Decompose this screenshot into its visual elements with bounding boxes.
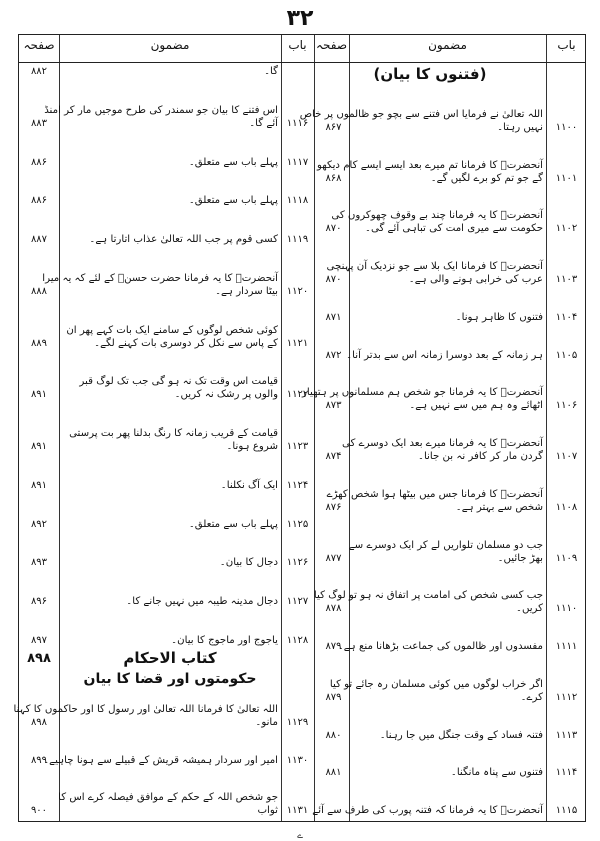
- entry-bab-number: ۱۱۳۱: [286, 805, 309, 816]
- entry-line: [19, 194, 314, 207]
- footer-mark: ے: [297, 830, 303, 841]
- entry-line: [314, 640, 587, 653]
- entry-line: [19, 233, 314, 246]
- entry-text: والوں پر رشک نہ کریں۔: [174, 389, 278, 401]
- entry-bab-number: ۱۱۱۶: [286, 117, 309, 129]
- entry-page-number: ۸۸۱: [325, 767, 342, 779]
- entry-page-number: ۸۸۷: [30, 234, 48, 246]
- entry-page-number: ۸۸۰: [325, 729, 342, 741]
- book-subtitle: حکومتوں اور قضا کا بیان: [83, 671, 257, 687]
- entry-bab-number: ۱۱۱۵: [555, 805, 578, 816]
- index-entry: [314, 349, 587, 362]
- entry-text: فتنہ فساد کے وقت جنگل میں جا رہنا۔: [379, 729, 543, 741]
- entry-text: نہیں رہتا۔: [497, 121, 543, 133]
- entry-text: یاجوج اور ماجوج کا بیان۔: [171, 634, 278, 646]
- entry-text: فتنوں کا ظاہر ہونا۔: [455, 311, 543, 323]
- entry-line: [19, 337, 314, 350]
- entry-line: [19, 754, 314, 767]
- entry-bab-number: ۱۱۰۶: [555, 400, 578, 412]
- entry-line: [314, 209, 587, 222]
- entry-page-number: ۸۹۶: [30, 596, 48, 608]
- entry-page-number: ۸۹۱: [30, 479, 48, 491]
- index-entry: [19, 479, 314, 492]
- entry-line: [19, 716, 314, 729]
- entry-bab-number: ۱۱۱۲: [555, 691, 578, 703]
- entry-text: کوئی شخص لوگوں کے سامنے ایک بات کہے پھر ان: [66, 324, 278, 336]
- entry-text: گردن مار کر کافر نہ بن جانا۔: [417, 451, 543, 462]
- index-entry: [19, 233, 314, 246]
- entry-line: [19, 375, 314, 388]
- index-entry: [19, 791, 314, 817]
- entry-line: [314, 450, 587, 463]
- entry-line: [19, 556, 314, 569]
- header-bab-left: باب: [288, 38, 307, 52]
- index-entry: [314, 539, 587, 565]
- entry-text: کرے۔: [520, 691, 543, 703]
- entry-page-number: ۸۸۸: [30, 285, 48, 297]
- entry-text: اللہ تعالیٰ نے فرمایا اس فتنے سے بچو جو ظالموں پر خاص: [299, 108, 543, 120]
- header-mazmoon-left: مضمون: [150, 38, 190, 52]
- index-entry: [19, 595, 314, 608]
- entry-line: [19, 104, 314, 117]
- entry-line: [314, 552, 587, 565]
- entry-text: پہلے باب سے متعلق۔: [188, 195, 278, 207]
- index-entry: [314, 729, 587, 742]
- entry-line: [314, 804, 587, 817]
- entry-text: آنحضرتؐ کا فرمانا تم میرے بعد ایسے ایسے کام دیکھو: [317, 159, 543, 171]
- entry-bab-number: ۱۱۲۶: [286, 557, 309, 569]
- entry-page-number: ۸۷۱: [325, 311, 342, 323]
- entry-bab-number: ۱۱۳۰: [286, 754, 309, 766]
- entry-line: [314, 121, 587, 134]
- entry-bab-number: ۱۱۰۵: [555, 349, 578, 361]
- index-entry: [302, 386, 587, 412]
- entry-text: پہلے باب سے متعلق۔: [188, 156, 278, 168]
- entry-page-number: ۸۷۹: [325, 691, 342, 703]
- entry-page-number: ۸۹۹: [30, 754, 48, 766]
- entry-text: حکومت سے میری امت کی تباہی آئے گی۔: [365, 223, 543, 235]
- book-page: ۸۹۸: [27, 651, 51, 666]
- entry-text: شخص سے بہتر ہے۔: [455, 501, 543, 513]
- entry-page-number: ۸۷۰: [325, 223, 342, 235]
- entry-page-number: ۸۶۸: [325, 172, 342, 184]
- right-column: [299, 65, 587, 817]
- entry-text: قیامت کے قریب زمانہ کا رنگ بدلنا پھر بت پرستی: [69, 428, 278, 440]
- entry-bab-number: ۱۱۰۲: [555, 223, 578, 235]
- entry-line: [19, 440, 314, 453]
- entry-line: [314, 172, 587, 185]
- entry-page-number: ۸۹۳: [30, 557, 48, 569]
- index-entry: [314, 804, 587, 817]
- entry-line: [314, 159, 587, 172]
- entry-line: [314, 501, 587, 514]
- entry-bab-number: ۱۱۰۰: [555, 121, 578, 133]
- entry-page-number: ۸۷۷: [325, 552, 342, 564]
- entry-page-number: ۸۷۸: [325, 603, 342, 615]
- entry-line: [314, 691, 587, 704]
- entry-text: ایک آگ نکلنا۔: [220, 479, 278, 491]
- header-bab-right: باب: [557, 38, 576, 52]
- entry-text: گے جو تم کو برے لگیں گے۔: [430, 172, 543, 184]
- entry-line: [19, 791, 314, 804]
- entry-page-number: ۸۸۶: [30, 195, 48, 207]
- index-entry: [19, 427, 314, 453]
- entry-page-number: ۸۸۹: [30, 337, 48, 349]
- entry-line: [13, 703, 314, 716]
- entry-page-number: ۸۹۱: [30, 441, 48, 453]
- entry-line: [19, 117, 314, 130]
- header-safha-left: صفحہ: [23, 38, 55, 52]
- index-entry: [19, 156, 314, 169]
- entry-page-number: ۹۰۰: [30, 805, 48, 816]
- entry-line: [302, 386, 587, 399]
- entry-line: [314, 539, 587, 552]
- entry-line: [19, 634, 314, 647]
- entry-line: [314, 678, 587, 691]
- index-entry: [314, 159, 587, 185]
- entry-line: [19, 479, 314, 492]
- entry-line: [314, 260, 587, 273]
- entry-line: [314, 311, 587, 324]
- entry-bab-number: ۱۱۲۷: [286, 596, 309, 608]
- entry-line: [314, 399, 587, 412]
- entry-line: [314, 589, 587, 602]
- index-entry: [314, 488, 587, 514]
- entry-page-number: ۸۸۶: [30, 156, 48, 168]
- entry-page-number: ۸۸۲: [30, 66, 48, 77]
- entry-text: اللہ تعالیٰ کا فرمانا اللہ تعالیٰ اور رسول کا اور حاکموں کا کہنا: [13, 704, 278, 715]
- entry-page-number: ۸۷۲: [325, 349, 342, 361]
- entry-bab-number: ۱۱۰۸: [555, 501, 578, 513]
- index-entry: [19, 375, 314, 401]
- index-entry: [19, 324, 314, 350]
- entry-text: قیامت اس وقت تک نہ ہو گی جب تک لوگ قبر: [79, 376, 278, 388]
- index-entry: [314, 766, 587, 779]
- entry-text: مفسدوں اور ظالموں کی جماعت بڑھانا منع ہے۔: [337, 641, 543, 652]
- entry-line: [299, 108, 587, 121]
- entry-page-number: ۸۷۴: [325, 451, 342, 462]
- header-mazmoon-right: مضمون: [428, 38, 467, 52]
- entry-line: [314, 273, 587, 286]
- entry-text: آنحضرتؐ کا یہ فرمانا جو شخص ہم مسلمانوں پر ہتھیار: [302, 387, 543, 399]
- entry-line: [19, 388, 314, 401]
- index-entry: [314, 260, 587, 286]
- entry-text: کے پاس سے نکل کر دوسری بات کہنے لگے۔: [94, 337, 278, 349]
- entry-text: اس فتنے کا بیان جو سمندر کی طرح موجیں مار کر امنڈ: [44, 104, 278, 116]
- entry-bab-number: ۱۱۱۹: [286, 234, 309, 246]
- entry-line: [19, 518, 314, 531]
- entry-text: آنحضرتؐ کا یہ فرمانا میرے بعد ایک دوسرے کی: [342, 438, 543, 449]
- entry-line: [314, 488, 587, 501]
- entry-text: آئے گا۔: [249, 117, 278, 129]
- index-entry: [19, 194, 314, 207]
- entry-text: شروع ہونا۔: [226, 441, 278, 453]
- entry-page-number: ۸۸۳: [30, 117, 48, 129]
- left-column-top: [19, 65, 314, 647]
- entry-page-number: ۸۷۳: [325, 400, 342, 412]
- entry-line: [314, 222, 587, 235]
- entry-bab-number: ۱۱۱۴: [555, 767, 578, 779]
- entry-bab-number: ۱۱۲۰: [286, 285, 309, 297]
- index-table: [13, 34, 586, 822]
- index-entry: [19, 272, 314, 298]
- entry-page-number: ۸۶۷: [325, 121, 342, 133]
- entry-page-number: ۸۷۹: [325, 641, 342, 652]
- entry-text: آنحضرتؐ کا فرمانا جس میں بیٹھا ہوا شخص کھڑے: [326, 488, 543, 500]
- entry-text: بھڑ جائیں۔: [497, 552, 543, 564]
- left-column-bottom: [13, 703, 314, 817]
- entry-text: جب کسی شخص کی امامت پر اتفاق نہ ہو تو لوگ کیا: [313, 590, 543, 602]
- book-title: کتاب الاحکام: [123, 649, 217, 667]
- entry-page-number: ۸۹۲: [30, 518, 48, 530]
- entry-page-number: ۸۷۶: [325, 501, 342, 513]
- entry-text: پہلے باب سے متعلق۔: [188, 518, 278, 530]
- entry-bab-number: ۱۱۲۴: [286, 479, 309, 491]
- entry-page-number: ۸۹۷: [30, 634, 48, 646]
- page-number: ۳۲: [286, 6, 314, 31]
- entry-line: [19, 156, 314, 169]
- entry-text: اگر خراب لوگوں میں کوئی مسلمان رہ جائے تو کیا: [329, 678, 543, 690]
- entry-bab-number: ۱۱۱۱: [555, 641, 578, 652]
- entry-line: [19, 595, 314, 608]
- entry-text: مانو۔: [255, 717, 278, 728]
- index-entry: [19, 634, 314, 647]
- entry-bab-number: ۱۱۲۳: [286, 441, 309, 453]
- entry-text: آنحضرتؐ کا یہ فرمانا حضرت حسنؓ کے لئے کہ یہ میرا: [42, 272, 278, 284]
- index-entry: [314, 209, 587, 235]
- entry-text: ہر زمانہ کے بعد دوسرا زمانہ اس سے بدتر آنا۔: [346, 349, 543, 361]
- entry-line: [19, 324, 314, 337]
- index-entry: [314, 589, 587, 615]
- entry-line: [314, 437, 587, 450]
- entry-line: [19, 65, 314, 78]
- entry-text: اٹھائے وہ ہم میں سے نہیں ہے۔: [409, 400, 543, 412]
- entry-bab-number: ۱۱۲۵: [286, 518, 309, 530]
- entry-text: دجال کا بیان۔: [219, 557, 278, 569]
- index-entry: [314, 640, 587, 653]
- entry-bab-number: ۱۱۰۱: [555, 172, 578, 184]
- entry-bab-number: ۱۱۲۲: [286, 389, 309, 401]
- index-entry: [314, 678, 587, 704]
- entry-bab-number: ۱۱۰۹: [555, 552, 578, 564]
- index-entry: [314, 311, 587, 324]
- entry-line: [19, 804, 314, 817]
- entry-bab-number: ۱۱۲۹: [286, 717, 309, 728]
- entry-bab-number: ۱۱۰۳: [555, 274, 578, 285]
- entry-text: آنحضرتؐ کا یہ فرمانا کہ فتنہ پورب کی طرف سے آئے: [312, 805, 543, 816]
- entry-page-number: ۸۷۰: [325, 274, 342, 285]
- entry-text: جب دو مسلمان تلواریں لے کر ایک دوسرے سے: [348, 539, 543, 551]
- entry-bab-number: ۱۱۱۷: [286, 156, 309, 168]
- header-rule: [19, 62, 585, 63]
- entry-bab-number: ۱۱۰۷: [555, 451, 578, 462]
- index-entry: [299, 108, 587, 134]
- entry-text: امیر اور سردار ہمیشہ قریش کے قبیلے سے ہونا چاہیے۔: [43, 754, 278, 766]
- header-safha-right: صفحہ: [315, 38, 348, 52]
- index-entry: [19, 556, 314, 569]
- entry-page-number: ۸۹۱: [30, 389, 48, 401]
- entry-text: عرب کی خرابی ہونے والی ہے۔: [408, 274, 543, 285]
- index-entry: [19, 104, 314, 130]
- entry-line: [314, 766, 587, 779]
- entry-text: جو شخص اللہ کے حکم کے موافق فیصلہ کرے اس کا: [58, 792, 278, 803]
- entry-bab-number: ۱۱۰۴: [555, 311, 578, 323]
- right-section-heading: (فتنوں کا بیان): [373, 65, 487, 83]
- entry-text: فتنوں سے پناہ مانگنا۔: [450, 767, 543, 779]
- entry-line: [314, 729, 587, 742]
- entry-line: [19, 272, 314, 285]
- index-entry: [19, 518, 314, 531]
- index-entry: [19, 65, 314, 78]
- index-entry: [19, 754, 314, 767]
- entry-bab-number: ۱۱۱۳: [555, 729, 578, 741]
- entry-bab-number: ۱۱۱۰: [555, 603, 578, 615]
- entry-text: ثواب: [257, 805, 278, 816]
- entry-bab-number: ۱۱۱۸: [286, 195, 309, 207]
- entry-line: [19, 427, 314, 440]
- entry-text: دجال مدینہ طیبہ میں نہیں جانے کا۔: [126, 596, 278, 608]
- entry-bab-number: ۱۱۲۱: [286, 337, 309, 349]
- entry-text: کسی قوم پر جب اللہ تعالیٰ عذاب اتارتا ہے۔: [89, 234, 278, 246]
- index-entry: [13, 703, 314, 729]
- entry-line: [19, 285, 314, 298]
- entry-line: [314, 602, 587, 615]
- entry-text: آنحضرتؐ کا فرمانا ایک بلا سے جو نزدیک آن پہنچی: [326, 261, 543, 272]
- entry-page-number: ۸۹۸: [30, 717, 48, 728]
- entry-text: کریں۔: [515, 603, 543, 615]
- index-entry: [314, 437, 587, 463]
- left-section-heading: [19, 647, 314, 699]
- entry-text: گا۔: [264, 66, 278, 77]
- entry-text: آنحضرتؐ کا یہ فرمانا چند بے وقوف چھوکروں کی: [331, 210, 543, 222]
- entry-line: [314, 349, 587, 362]
- entry-bab-number: ۱۱۲۸: [286, 634, 309, 646]
- entry-text: بیٹا سردار ہے۔: [215, 285, 278, 297]
